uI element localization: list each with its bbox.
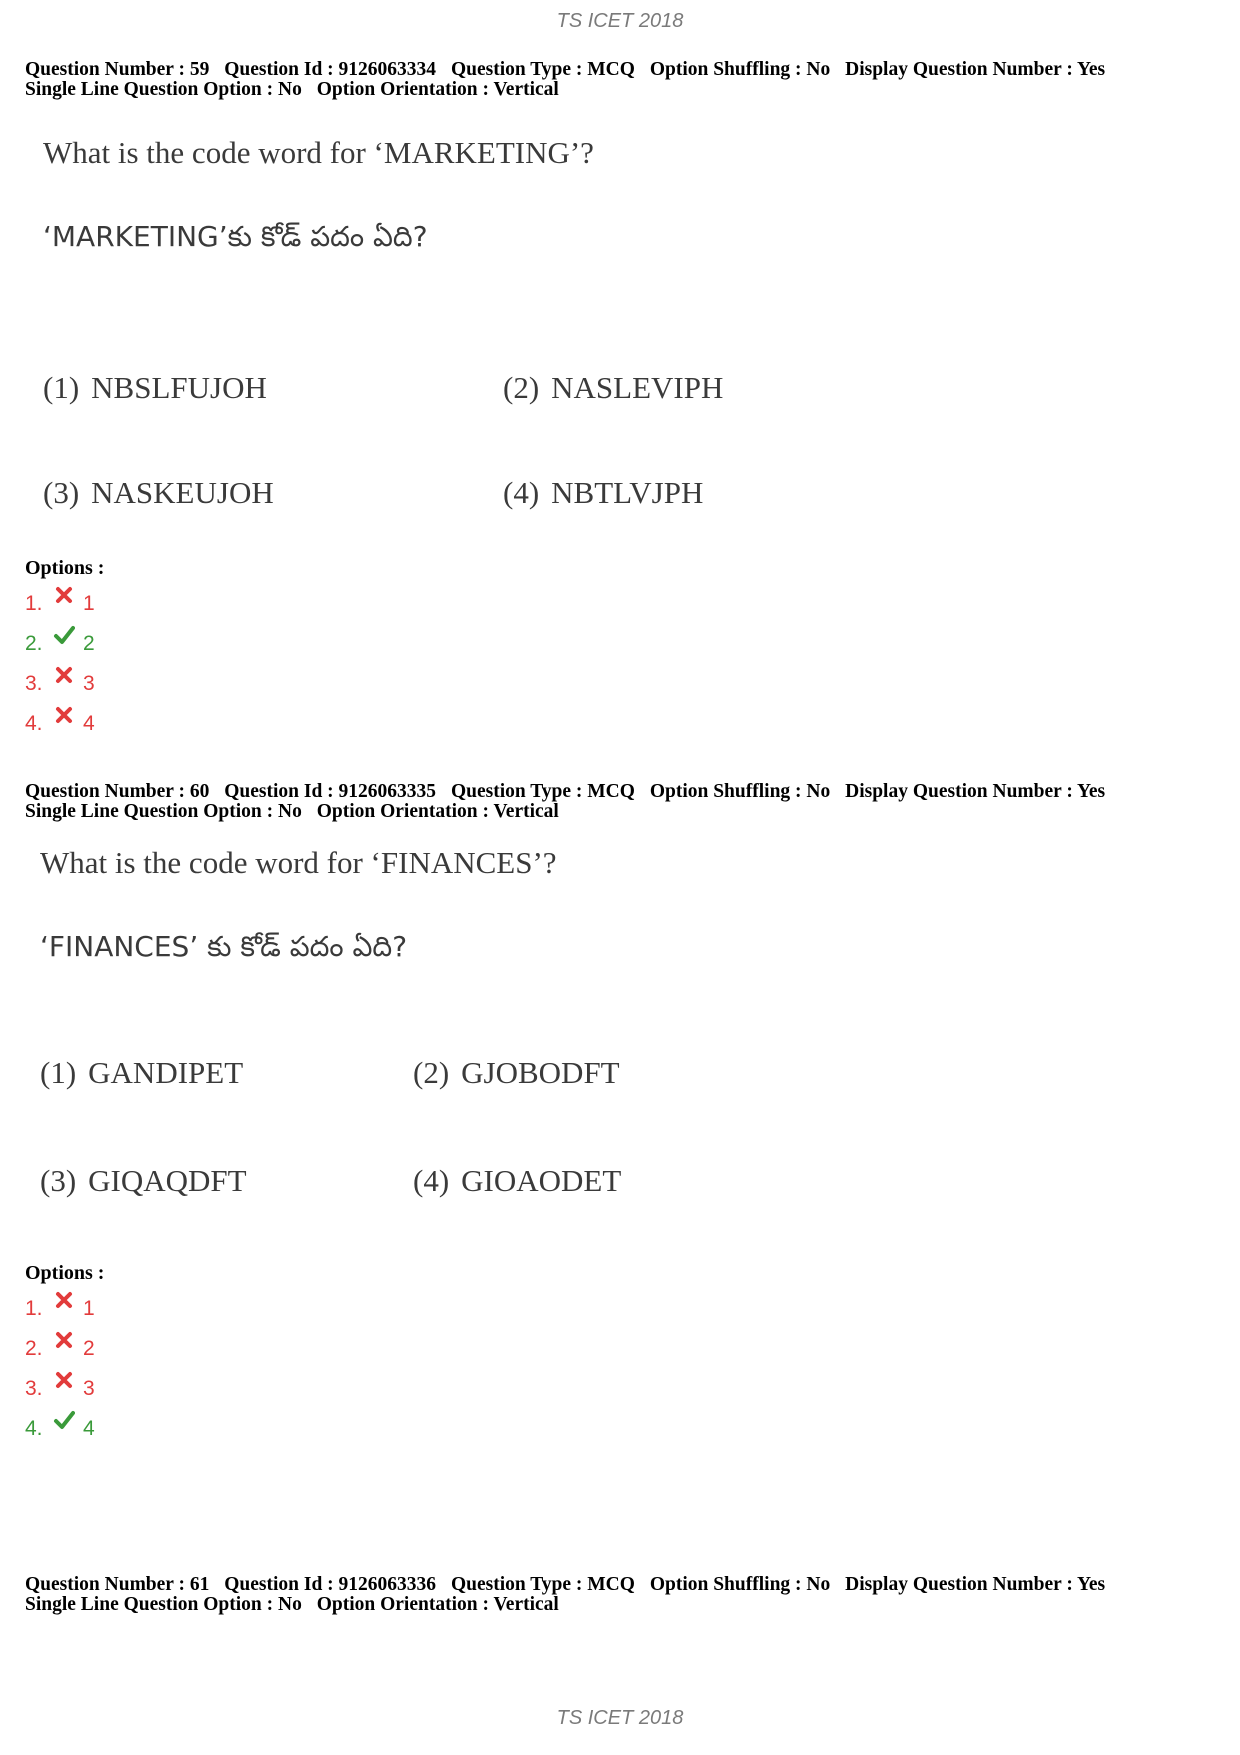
page-footer: TS ICET 2018	[556, 1707, 684, 1729]
meta-line-1	[25, 1575, 1225, 1595]
display-question-number: Display Question Number : Yes	[845, 1574, 1106, 1595]
cross-icon	[53, 1329, 75, 1351]
answer-option-2: (2) GJOBODFT	[413, 1055, 620, 1090]
single-line-option: Single Line Question Option : No	[25, 1594, 302, 1615]
question-type: Question Type : MCQ	[450, 781, 635, 802]
single-line-option: Single Line Question Option : No	[25, 79, 302, 100]
cross-icon	[53, 664, 75, 686]
question-text-telugu: ‘MARKETING’కు కోడ్ పదం ఏది?	[43, 220, 428, 253]
meta-line-2	[25, 1595, 1225, 1615]
question-image	[25, 830, 725, 1230]
cross-icon	[53, 1289, 75, 1311]
option-shuffling: Option Shuffling : No	[649, 781, 831, 802]
meta-line-2	[25, 80, 1225, 100]
display-question-number: Display Question Number : Yes	[845, 781, 1106, 802]
options-label: Options :	[25, 1262, 105, 1284]
question-text-telugu: ‘FINANCES’ కు కోడ్ పదం ఏది?	[40, 930, 408, 963]
option-shuffling: Option Shuffling : No	[649, 1574, 831, 1595]
question-text-english: What is the code word for ‘MARKETING’?	[43, 135, 594, 170]
question-number: Question Number : 59	[25, 59, 210, 80]
question-meta	[25, 1575, 1225, 1615]
meta-line-2	[25, 802, 1225, 822]
answer-option-4: (4) NBTLVJPH	[503, 475, 704, 510]
check-icon	[53, 1409, 75, 1431]
question-id: Question Id : 9126063336	[224, 1574, 437, 1595]
meta-line-1	[25, 60, 1225, 80]
option-shuffling: Option Shuffling : No	[649, 59, 831, 80]
question-text-english: What is the code word for ‘FINANCES’?	[40, 845, 557, 880]
question-meta	[25, 60, 1225, 100]
question-id: Question Id : 9126063334	[224, 59, 437, 80]
answer-option-1: (1) GANDIPET	[40, 1055, 244, 1090]
single-line-option: Single Line Question Option : No	[25, 801, 302, 822]
option-orientation: Option Orientation : Vertical	[316, 79, 559, 100]
page-header: TS ICET 2018	[556, 10, 684, 32]
question-meta	[25, 782, 1225, 822]
answer-option-3: (3) NASKEUJOH	[43, 475, 274, 510]
display-question-number: Display Question Number : Yes	[845, 59, 1106, 80]
meta-line-1	[25, 782, 1225, 802]
option-orientation: Option Orientation : Vertical	[316, 801, 559, 822]
question-number: Question Number : 60	[25, 781, 210, 802]
question-type: Question Type : MCQ	[450, 59, 635, 80]
answer-option-1: (1) NBSLFUJOH	[43, 370, 267, 405]
question-number: Question Number : 61	[25, 1574, 210, 1595]
check-icon	[53, 624, 75, 646]
answer-option-3: (3) GIQAQDFT	[40, 1163, 247, 1198]
answer-option-4: (4) GIOAODET	[413, 1163, 622, 1198]
question-type: Question Type : MCQ	[450, 1574, 635, 1595]
answer-option-2: (2) NASLEVIPH	[503, 370, 724, 405]
question-image	[25, 115, 785, 525]
options-label: Options :	[25, 557, 105, 579]
cross-icon	[53, 584, 75, 606]
question-id: Question Id : 9126063335	[224, 781, 437, 802]
cross-icon	[53, 704, 75, 726]
cross-icon	[53, 1369, 75, 1391]
option-orientation: Option Orientation : Vertical	[316, 1594, 559, 1615]
